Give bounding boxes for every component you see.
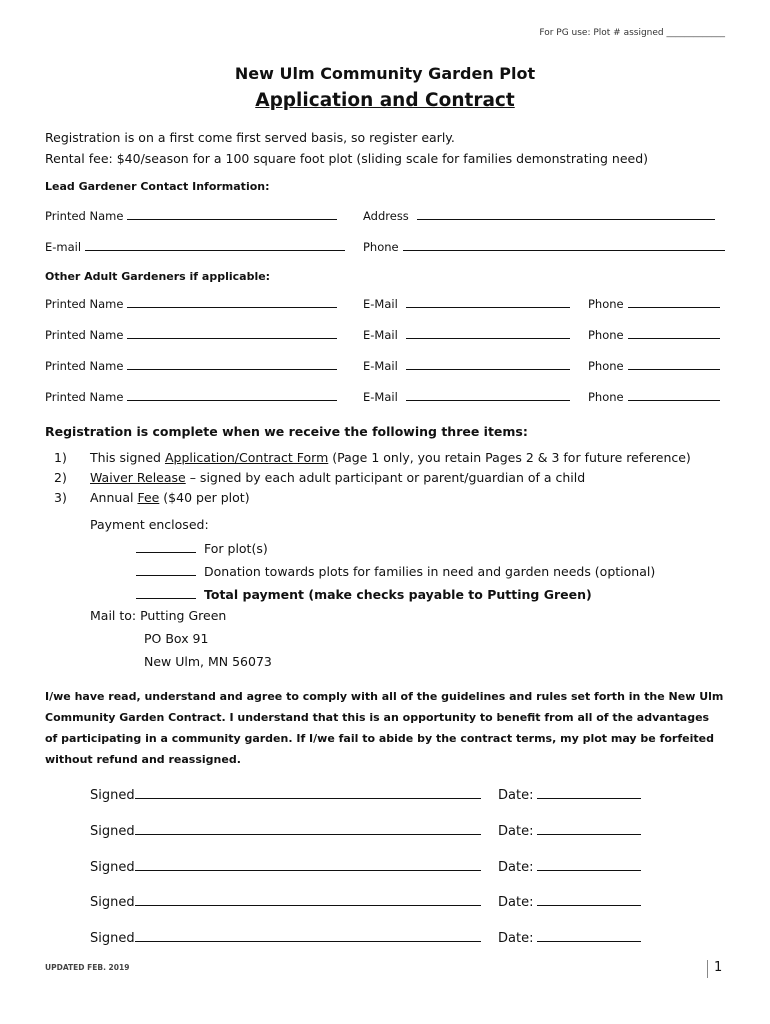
- date-field[interactable]: [498, 785, 641, 803]
- other-gardeners-heading: Other Adult Gardeners if applicable:: [45, 270, 271, 283]
- phone-label: Phone: [588, 328, 624, 342]
- signature-field[interactable]: [90, 857, 481, 875]
- other-printed-name-field[interactable]: [45, 358, 337, 373]
- page-number: 1: [707, 960, 722, 978]
- form-title: New Ulm Community Garden Plot: [234, 64, 536, 83]
- email-label: E-Mail: [363, 359, 398, 373]
- other-email-field[interactable]: [363, 327, 570, 342]
- other-phone-field[interactable]: [588, 296, 720, 311]
- email-label: E-Mail: [363, 297, 398, 311]
- date-label: Date:: [498, 931, 534, 946]
- item-text: (Page 1 only, you retain Pages 2 & 3 for future reference): [328, 450, 691, 465]
- lead-email-field[interactable]: [45, 239, 345, 254]
- amount-line[interactable]: [136, 586, 196, 599]
- email-line[interactable]: [406, 296, 570, 308]
- email-line[interactable]: [406, 358, 570, 370]
- payment-donation-row[interactable]: [136, 563, 655, 579]
- date-line[interactable]: [537, 892, 641, 906]
- requirement-item: [54, 470, 585, 485]
- signature-field[interactable]: [90, 892, 481, 910]
- signature-line[interactable]: [135, 785, 481, 799]
- date-line[interactable]: [537, 821, 641, 835]
- printed-name-label: Printed Name: [45, 297, 124, 311]
- intro-registration: Registration is on a first come first served basis, so register early.: [45, 130, 455, 145]
- item-text: – signed by each adult participant or parent/guardian of a child: [185, 470, 586, 485]
- other-printed-name-field[interactable]: [45, 296, 337, 311]
- phone-line[interactable]: [628, 358, 720, 370]
- date-label: Date:: [498, 788, 534, 803]
- signature-line[interactable]: [135, 857, 481, 871]
- registration-heading: Registration is complete when we receive the following three items:: [45, 424, 528, 439]
- other-printed-name-field[interactable]: [45, 389, 337, 404]
- payment-plot-label: For plot(s): [204, 541, 268, 556]
- signature-line[interactable]: [135, 928, 481, 942]
- lead-address-field[interactable]: [363, 208, 715, 223]
- item-link: Waiver Release: [90, 470, 186, 485]
- mail-label: Mail to:: [90, 608, 141, 623]
- email-line[interactable]: [85, 239, 345, 251]
- printed-name-line[interactable]: [127, 208, 337, 220]
- address-label: Address: [363, 209, 409, 223]
- date-label: Date:: [498, 860, 534, 875]
- other-phone-field[interactable]: [588, 389, 720, 404]
- amount-line[interactable]: [136, 563, 196, 576]
- phone-label: Phone: [363, 240, 399, 254]
- mail-recipient: Putting Green: [140, 608, 227, 623]
- mail-to: [90, 608, 226, 623]
- phone-line[interactable]: [628, 327, 720, 339]
- printed-name-label: Printed Name: [45, 209, 124, 223]
- email-label: E-mail: [45, 240, 82, 254]
- email-line[interactable]: [406, 389, 570, 401]
- printed-name-line[interactable]: [127, 327, 337, 339]
- item-link: Application/Contract Form: [164, 450, 329, 465]
- amount-line[interactable]: [136, 540, 196, 553]
- agreement-text: I/we have read, understand and agree to comply with all of the guidelines and rules set forth in the New Ulm Community Garden Contract. I understand that this is an opportunity to benefit from all of the advantages of participating in a community garden. If I/we fail to abide by the contract terms, my plot may be forfeited without refund and reassigned.: [45, 690, 724, 766]
- email-line[interactable]: [406, 327, 570, 339]
- lead-printed-name-field[interactable]: [45, 208, 337, 223]
- email-label: E-Mail: [363, 328, 398, 342]
- footer-updated: UPDATED FEB. 2019: [45, 963, 130, 972]
- date-line[interactable]: [537, 928, 641, 942]
- signature-field[interactable]: [90, 821, 481, 839]
- signature-line[interactable]: [135, 821, 481, 835]
- signature-line[interactable]: [135, 892, 481, 906]
- lead-phone-field[interactable]: [363, 239, 725, 254]
- phone-label: Phone: [588, 297, 624, 311]
- intro-rental-fee: Rental fee: $40/season for a 100 square foot plot (sliding scale for families demonstrating need): [45, 151, 649, 166]
- date-field[interactable]: [498, 857, 641, 875]
- signature-field[interactable]: [90, 928, 481, 946]
- phone-label: Phone: [588, 390, 624, 404]
- date-line[interactable]: [537, 857, 641, 871]
- other-printed-name-field[interactable]: [45, 327, 337, 342]
- payment-total-label: Total payment (make checks payable to Putting Green): [204, 587, 592, 602]
- printed-name-line[interactable]: [127, 389, 337, 401]
- printed-name-label: Printed Name: [45, 328, 124, 342]
- item-text: Annual: [90, 490, 138, 505]
- email-label: E-Mail: [363, 390, 398, 404]
- item-link: Fee: [137, 490, 160, 505]
- requirement-item: [54, 450, 691, 465]
- payment-donation-label: Donation towards plots for families in need and garden needs (optional): [204, 564, 656, 579]
- form-subtitle: Application and Contract: [255, 90, 515, 111]
- date-field[interactable]: [498, 892, 641, 910]
- other-phone-field[interactable]: [588, 358, 720, 373]
- signature-field[interactable]: [90, 785, 481, 803]
- item-number: 1): [54, 450, 67, 465]
- signed-label: Signed: [90, 824, 135, 839]
- date-line[interactable]: [537, 785, 641, 799]
- phone-line[interactable]: [403, 239, 725, 251]
- phone-label: Phone: [588, 359, 624, 373]
- printed-name-label: Printed Name: [45, 390, 124, 404]
- payment-enclosed-label: Payment enclosed:: [90, 517, 209, 532]
- other-phone-field[interactable]: [588, 327, 720, 342]
- item-text: ($40 per plot): [159, 490, 250, 505]
- requirement-item: [54, 490, 250, 505]
- printed-name-line[interactable]: [127, 358, 337, 370]
- item-number: 2): [54, 470, 67, 485]
- date-field[interactable]: [498, 928, 641, 946]
- date-label: Date:: [498, 824, 534, 839]
- signed-label: Signed: [90, 931, 135, 946]
- signed-label: Signed: [90, 788, 135, 803]
- date-field[interactable]: [498, 821, 641, 839]
- phone-line[interactable]: [628, 389, 720, 401]
- signed-label: Signed: [90, 895, 135, 910]
- header-note: For PG use: Plot # assigned _____________: [539, 28, 725, 38]
- phone-line[interactable]: [628, 296, 720, 308]
- printed-name-line[interactable]: [127, 296, 337, 308]
- other-email-field[interactable]: [363, 296, 570, 311]
- payment-plot-row[interactable]: [136, 540, 268, 556]
- item-number: 3): [54, 490, 67, 505]
- other-email-field[interactable]: [363, 389, 570, 404]
- printed-name-label: Printed Name: [45, 359, 124, 373]
- other-email-field[interactable]: [363, 358, 570, 373]
- payment-total-row[interactable]: [136, 586, 592, 602]
- date-label: Date:: [498, 895, 534, 910]
- mail-address-line: PO Box 91: [144, 631, 209, 646]
- item-text: This signed: [90, 450, 165, 465]
- signed-label: Signed: [90, 860, 135, 875]
- address-line[interactable]: [417, 208, 715, 220]
- lead-gardener-heading: Lead Gardener Contact Information:: [45, 180, 270, 193]
- mail-city-line: New Ulm, MN 56073: [144, 654, 272, 669]
